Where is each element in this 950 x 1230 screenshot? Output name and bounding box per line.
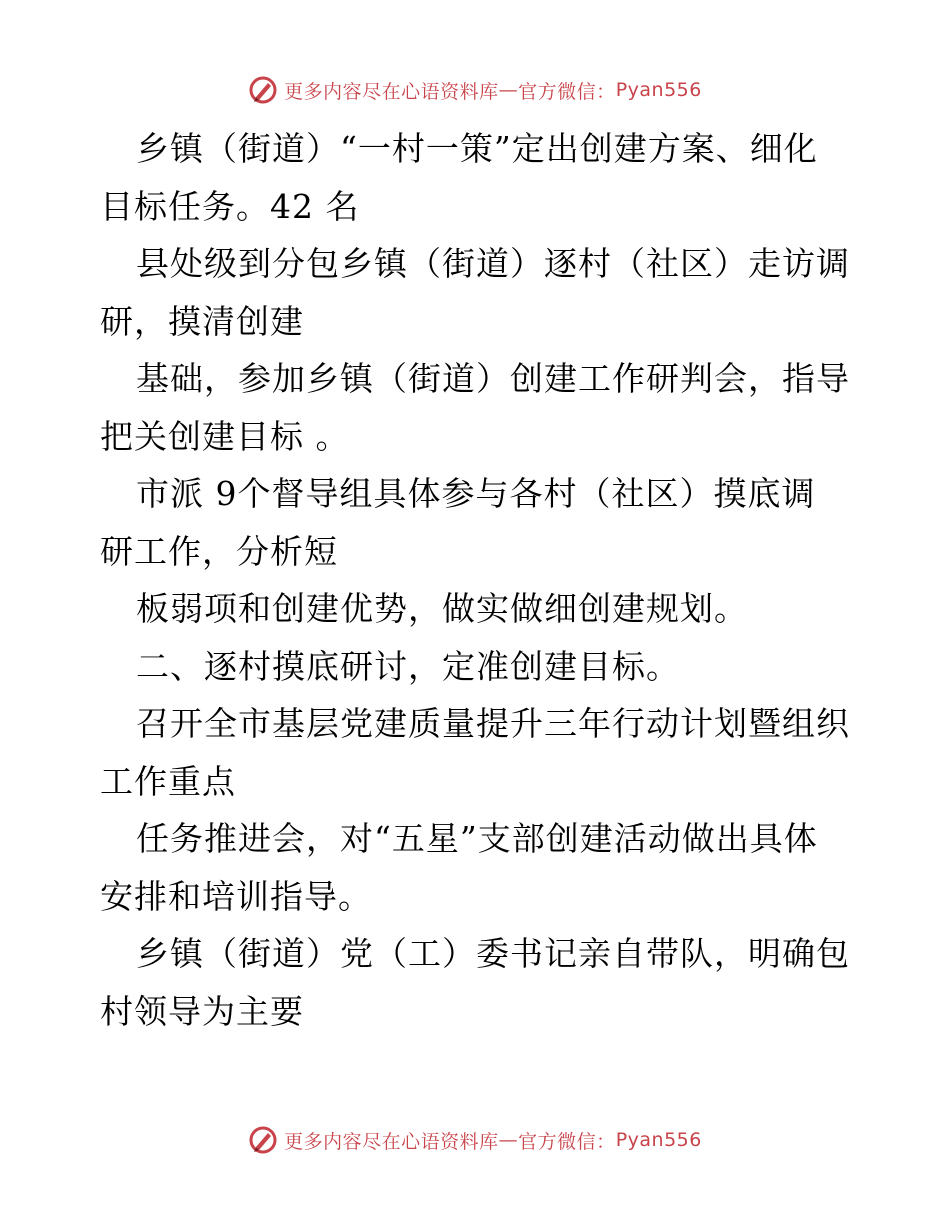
text-line: 研工作，分析短 xyxy=(100,531,338,571)
header-watermark xyxy=(0,70,950,110)
watermark-title: 更多内容尽在心语资料库 xyxy=(284,1130,499,1153)
watermark-wechat-label: 官方微信： xyxy=(518,1130,616,1153)
pen-logo-icon xyxy=(248,1125,278,1155)
watermark-dash: — xyxy=(498,79,519,101)
pen-logo-icon xyxy=(248,75,278,105)
document-body xyxy=(100,120,860,1040)
watermark-wechat-label: 官方微信： xyxy=(518,80,616,103)
text-line: 安排和培训指导。 xyxy=(100,876,372,916)
watermark-wechat-id: Pyan556 xyxy=(615,79,702,101)
text-line: 乡镇（街道）“一村一策”定出创建方案、细化 xyxy=(136,129,818,168)
footer-watermark xyxy=(0,1120,950,1160)
text-line: 工作重点 xyxy=(100,761,236,801)
text-line: 村领导为主要 xyxy=(100,991,304,1031)
watermark-wechat-id: Pyan556 xyxy=(615,1129,702,1151)
text-line: 市派 9个督导组具体参与各村（社区）摸底调 xyxy=(136,474,816,513)
watermark-title: 更多内容尽在心语资料库 xyxy=(284,80,499,103)
text-line: 把关创建目标 。 xyxy=(100,416,350,456)
text-line: 研，摸清创建 xyxy=(100,301,304,341)
text-line: 板弱项和创建优势，做实做细创建规划。 xyxy=(136,589,748,628)
text-line: 任务推进会，对“五星”支部创建活动做出具体 xyxy=(136,819,818,858)
text-line: 县处级到分包乡镇（街道）逐村（社区）走访调 xyxy=(136,244,850,283)
watermark-dash: — xyxy=(498,1129,519,1151)
text-line: 基础，参加乡镇（街道）创建工作研判会，指导 xyxy=(136,359,850,398)
section-heading: 二、逐村摸底研讨，定准创建目标。 xyxy=(136,646,680,686)
text-line: 召开全市基层党建质量提升三年行动计划暨组织 xyxy=(136,704,850,743)
text-line: 乡镇（街道）党（工）委书记亲自带队，明确包 xyxy=(136,934,850,973)
text-line: 目标任务。42 名 xyxy=(100,186,360,226)
